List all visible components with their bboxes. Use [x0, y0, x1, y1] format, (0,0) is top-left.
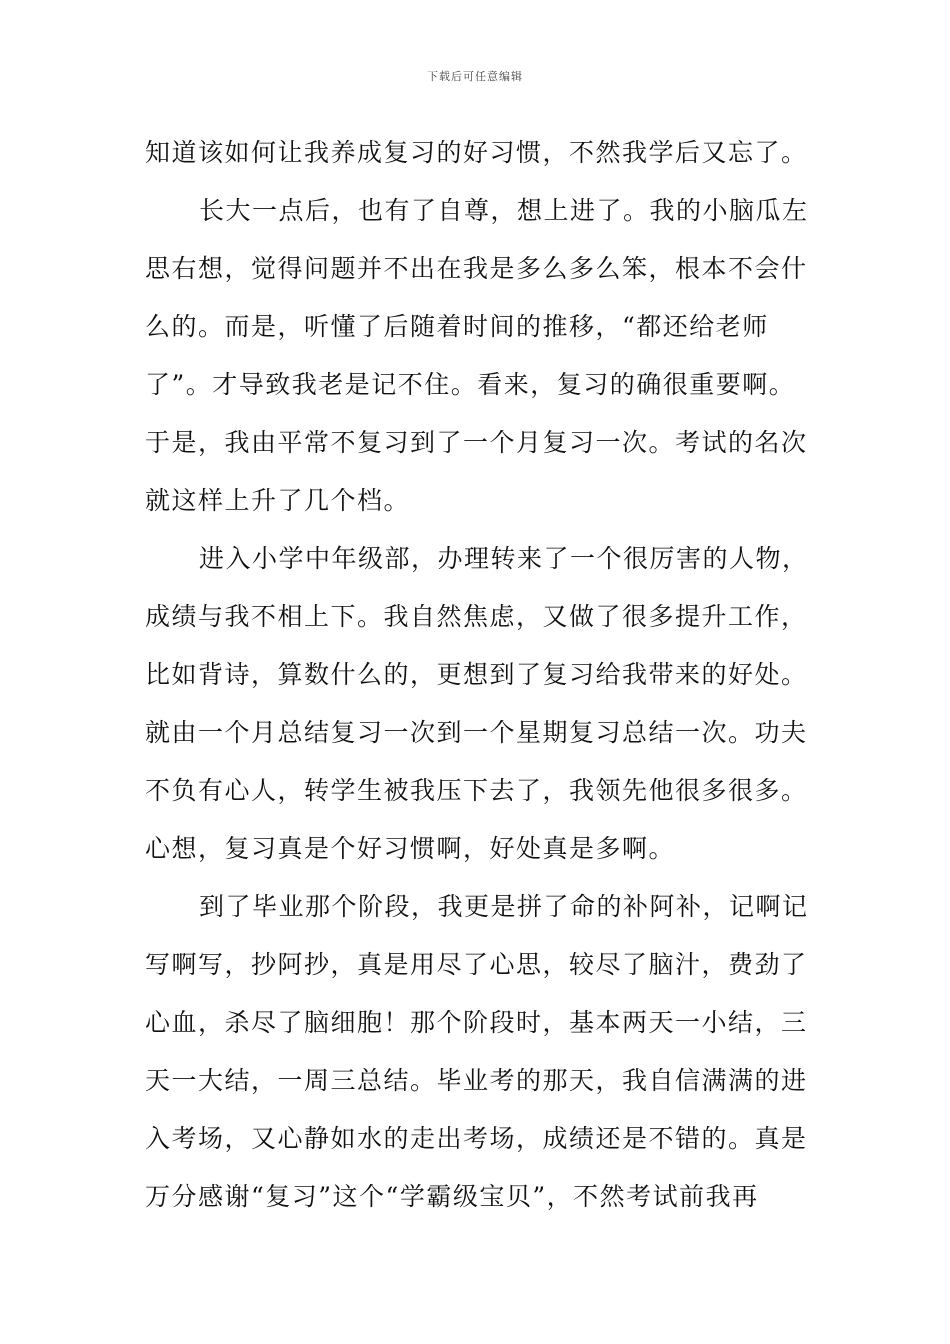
text-line: 思右想，觉得问题并不出在我是多么多么笨，根本不会什: [145, 254, 808, 283]
text-line: 么的。而是，听懂了后随着时间的推移，“都还给老师: [145, 312, 769, 341]
text-line: 天一大结，一周三总结。毕业考的那天，我自信满满的进: [145, 1066, 808, 1095]
text-line: 成绩与我不相上下。我自然焦虑，又做了很多提升工作，: [145, 602, 808, 631]
text-line: 就这样上升了几个档。: [145, 486, 411, 515]
text-line: 不负有心人，转学生被我压下去了，我领先他很多很多。: [145, 776, 808, 805]
text-line: 心血，杀尽了脑细胞！那个阶段时，基本两天一小结，三: [145, 1008, 808, 1037]
text-line: 就由一个月总结复习一次到一个星期复习总结一次。功夫: [145, 718, 808, 747]
text-line: 了”。才导致我老是记不住。看来，复习的确很重要啊。: [145, 370, 796, 399]
body-text: [145, 126, 811, 1228]
paragraph-start-line: 长大一点后，也有了自尊，想上进了。我的小脑瓜左: [199, 196, 809, 225]
text-line: 知道该如何让我养成复习的好习惯，不然我学后又忘了。: [145, 138, 808, 167]
text-line: 入考场，又心静如水的走出考场，成绩还是不错的。真是: [145, 1124, 808, 1153]
page-header: 下载后可任意编辑: [427, 70, 523, 83]
text-line: 写啊写，抄阿抄，真是用尽了心思，较尽了脑汁，费劲了: [145, 950, 808, 979]
paragraph-start-line: 进入小学中年级部，办理转来了一个很厉害的人物，: [199, 544, 809, 573]
paragraph-start-line: 到了毕业那个阶段，我更是拼了命的补阿补，记啊记: [199, 892, 809, 921]
text-line: 心想，复习真是个好习惯啊，好处真是多啊。: [145, 834, 676, 863]
text-line: 于是，我由平常不复习到了一个月复习一次。考试的名次: [145, 428, 808, 457]
text-line: 比如背诗，算数什么的，更想到了复习给我带来的好处。: [145, 660, 808, 689]
text-line: 万分感谢“复习”这个“学霸级宝贝”，不然考试前我再: [145, 1182, 759, 1211]
